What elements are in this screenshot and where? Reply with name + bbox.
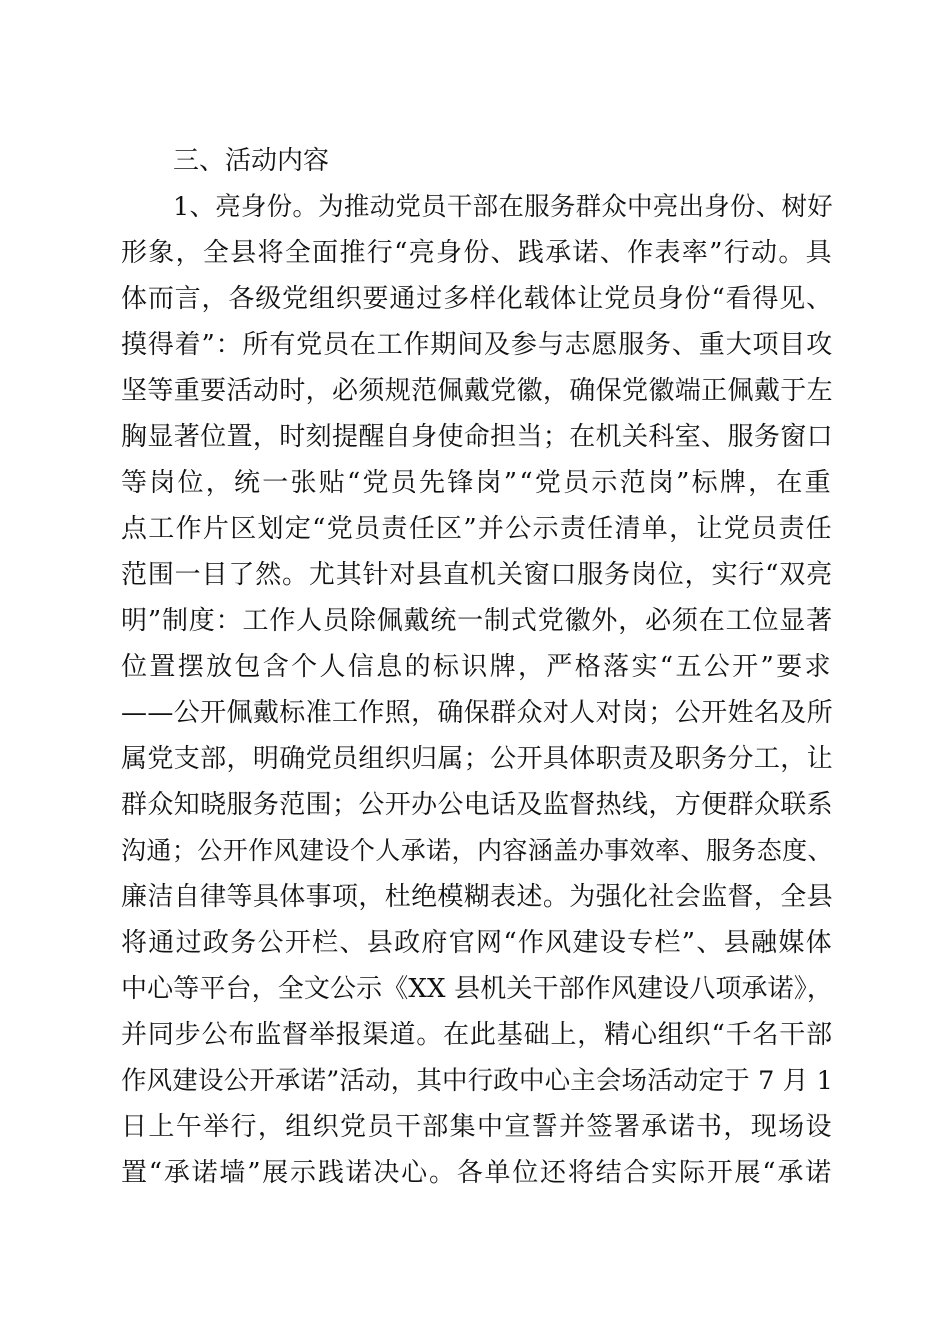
paragraph-line: 中心等平台，全文公示《XX 县机关干部作风建设八项承诺》， bbox=[121, 974, 833, 1004]
paragraph-line: ——公开佩戴标准工作照，确保群众对人对岗；公开姓名及所 bbox=[121, 698, 833, 728]
paragraph-line: 点工作片区划定“党员责任区”并公示责任清单，让党员责任 bbox=[121, 514, 833, 544]
paragraph-line: 位置摆放包含个人信息的标识牌，严格落实“五公开”要求 bbox=[121, 652, 833, 682]
paragraph-line: 胸显著位置，时刻提醒自身使命担当；在机关科室、服务窗口 bbox=[121, 422, 833, 452]
paragraph-line: 范围一目了然。尤其针对县直机关窗口服务岗位，实行“双亮 bbox=[121, 560, 833, 590]
paragraph-line: 沟通；公开作风建设个人承诺，内容涵盖办事效率、服务态度、 bbox=[121, 836, 833, 865]
paragraph-line: 群众知晓服务范围；公开办公电话及监督热线，方便群众联系 bbox=[121, 790, 833, 820]
paragraph-line: 坚等重要活动时，必须规范佩戴党徽，确保党徽端正佩戴于左 bbox=[121, 376, 833, 406]
paragraph-line: 体而言，各级党组织要通过多样化载体让党员身份“看得见、 bbox=[121, 284, 833, 314]
paragraph-line: 属党支部，明确党员组织归属；公开具体职责及职务分工，让 bbox=[121, 744, 833, 774]
paragraph-line: 作风建设公开承诺”活动，其中行政中心主会场活动定于 7 月 1 bbox=[121, 1066, 833, 1096]
paragraph-line: 廉洁自律等具体事项，杜绝模糊表述。为强化社会监督，全县 bbox=[121, 882, 833, 912]
paragraph-line: 形象，全县将全面推行“亮身份、践承诺、作表率”行动。具 bbox=[121, 238, 833, 268]
paragraph-line: 将通过政务公开栏、县政府官网“作风建设专栏”、县融媒体 bbox=[121, 928, 833, 958]
paragraph-line: 置“承诺墙”展示践诺决心。各单位还将结合实际开展“承诺 bbox=[121, 1158, 833, 1188]
section-heading: 三、活动内容 bbox=[173, 146, 330, 176]
paragraph-line: 摸得着”：所有党员在工作期间及参与志愿服务、重大项目攻 bbox=[121, 330, 833, 360]
paragraph-line: 1、亮身份。为推动党员干部在服务群众中亮出身份、树好 bbox=[173, 192, 833, 222]
paragraph-line: 日上午举行，组织党员干部集中宣誓并签署承诺书，现场设 bbox=[121, 1112, 833, 1142]
paragraph-line: 等岗位，统一张贴“党员先锋岗”“党员示范岗”标牌，在重 bbox=[121, 468, 833, 498]
paragraph-line: 明”制度：工作人员除佩戴统一制式党徽外，必须在工位显著 bbox=[121, 606, 833, 636]
paragraph-line: 并同步公布监督举报渠道。在此基础上，精心组织“千名干部 bbox=[121, 1020, 833, 1050]
